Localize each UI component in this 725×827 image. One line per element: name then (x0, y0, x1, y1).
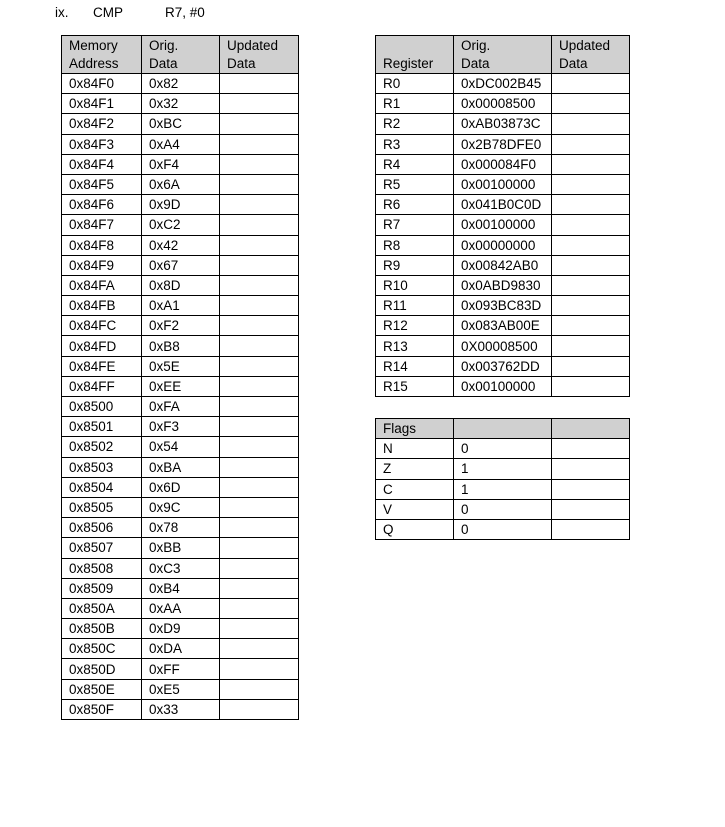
memory-row-updated-cell (220, 619, 299, 639)
register-row (376, 316, 630, 336)
register-row-orig-cell: 0x00100000 (454, 215, 552, 235)
register-row-name-cell: R11 (376, 296, 454, 316)
register-row-orig-cell: 0x00000000 (454, 235, 552, 255)
register-row-name-cell: R2 (376, 114, 454, 134)
register-row-updated-cell (552, 235, 630, 255)
memory-row-updated-cell (220, 356, 299, 376)
memory-row-updated-cell (220, 296, 299, 316)
memory-row-updated-cell (220, 74, 299, 94)
memory-row-orig-cell: 0x6D (142, 477, 220, 497)
memory-row (62, 457, 299, 477)
memory-row-updated-cell (220, 235, 299, 255)
flag-row-updated-cell (552, 519, 630, 539)
memory-row-addr-cell: 0x850E (62, 679, 142, 699)
flags-header-blank (454, 419, 552, 439)
memory-row-updated-cell (220, 134, 299, 154)
memory-row-updated-cell (220, 397, 299, 417)
memory-row-addr-cell: 0x8509 (62, 578, 142, 598)
instruction-number: ix. (55, 5, 69, 20)
register-row-name-cell: R14 (376, 356, 454, 376)
memory-table (61, 35, 299, 720)
memory-row-addr-cell: 0x84FD (62, 336, 142, 356)
register-row-updated-cell (552, 275, 630, 295)
memory-row-updated-cell (220, 376, 299, 396)
memory-row-orig-cell: 0xF4 (142, 154, 220, 174)
memory-row-addr-cell: 0x84F0 (62, 74, 142, 94)
memory-row-addr-cell: 0x8507 (62, 538, 142, 558)
memory-row-updated-cell (220, 578, 299, 598)
flag-row-name-cell: V (376, 499, 454, 519)
memory-row-addr-cell: 0x84FA (62, 275, 142, 295)
memory-table-header (62, 36, 299, 74)
memory-row-updated-cell (220, 538, 299, 558)
memory-row-updated-cell (220, 174, 299, 194)
register-row-name-cell: R6 (376, 195, 454, 215)
register-row-updated-cell (552, 114, 630, 134)
memory-row-orig-cell: 0x32 (142, 94, 220, 114)
memory-row-orig-cell: 0x6A (142, 174, 220, 194)
memory-row-orig-cell: 0xFF (142, 659, 220, 679)
memory-row-addr-cell: 0x84F1 (62, 94, 142, 114)
register-row-orig-cell: 0x041B0C0D (454, 195, 552, 215)
memory-row (62, 94, 299, 114)
instruction-operands: R7, #0 (165, 5, 205, 20)
register-table (375, 35, 630, 397)
flag-row-name-cell: Z (376, 459, 454, 479)
memory-row (62, 275, 299, 295)
memory-row-orig-cell: 0xF3 (142, 417, 220, 437)
memory-row (62, 477, 299, 497)
memory-row (62, 417, 299, 437)
memory-row-updated-cell (220, 336, 299, 356)
memory-row-orig-cell: 0x9C (142, 497, 220, 517)
instruction-opcode: CMP (93, 5, 123, 20)
memory-row-addr-cell: 0x8503 (62, 457, 142, 477)
memory-row-orig-cell: 0xC3 (142, 558, 220, 578)
memory-row-updated-cell (220, 316, 299, 336)
memory-row (62, 659, 299, 679)
memory-row-orig-cell: 0x5E (142, 356, 220, 376)
memory-row-orig-cell: 0xBC (142, 114, 220, 134)
register-row-name-cell: R10 (376, 275, 454, 295)
register-row-updated-cell (552, 94, 630, 114)
register-row (376, 134, 630, 154)
memory-row-orig-cell: 0x67 (142, 255, 220, 275)
memory-row (62, 195, 299, 215)
register-row (376, 275, 630, 295)
memory-row (62, 699, 299, 719)
memory-row-orig-cell: 0x78 (142, 518, 220, 538)
flag-row-orig-cell: 0 (454, 499, 552, 519)
memory-row (62, 174, 299, 194)
register-row (376, 255, 630, 275)
register-row (376, 195, 630, 215)
memory-row (62, 497, 299, 517)
memory-row-updated-cell (220, 457, 299, 477)
memory-row-updated-cell (220, 154, 299, 174)
memory-row (62, 235, 299, 255)
memory-row-addr-cell: 0x84FF (62, 376, 142, 396)
memory-row-orig-cell: 0x82 (142, 74, 220, 94)
flag-row-updated-cell (552, 479, 630, 499)
flags-table-header (376, 419, 630, 439)
memory-row-addr-cell: 0x850D (62, 659, 142, 679)
register-row-name-cell: R7 (376, 215, 454, 235)
register-orig-data-header: Orig. Data (454, 36, 552, 74)
memory-row-orig-cell: 0x9D (142, 195, 220, 215)
memory-row (62, 154, 299, 174)
register-row-updated-cell (552, 154, 630, 174)
memory-row (62, 538, 299, 558)
register-row-orig-cell: 0x083AB00E (454, 316, 552, 336)
register-row-orig-cell: 0X00008500 (454, 336, 552, 356)
memory-row-orig-cell: 0xE5 (142, 679, 220, 699)
register-row-name-cell: R5 (376, 174, 454, 194)
flag-row-orig-cell: 0 (454, 439, 552, 459)
memory-row-addr-cell: 0x84F5 (62, 174, 142, 194)
flag-row-orig-cell: 1 (454, 459, 552, 479)
register-row-orig-cell: 0x0ABD9830 (454, 275, 552, 295)
memory-row-addr-cell: 0x8502 (62, 437, 142, 457)
register-row-name-cell: R1 (376, 94, 454, 114)
register-row-updated-cell (552, 376, 630, 396)
memory-row-updated-cell (220, 558, 299, 578)
memory-row (62, 578, 299, 598)
register-row-updated-cell (552, 74, 630, 94)
memory-row-orig-cell: 0xDA (142, 639, 220, 659)
register-row-updated-cell (552, 356, 630, 376)
memory-row-addr-cell: 0x850B (62, 619, 142, 639)
memory-row-orig-cell: 0x54 (142, 437, 220, 457)
flag-row-updated-cell (552, 459, 630, 479)
register-row (376, 174, 630, 194)
flag-row (376, 479, 630, 499)
flag-row-name-cell: Q (376, 519, 454, 539)
flag-row-orig-cell: 1 (454, 479, 552, 499)
memory-row (62, 518, 299, 538)
memory-row-orig-cell: 0xFA (142, 397, 220, 417)
register-row-orig-cell: 0x00008500 (454, 94, 552, 114)
register-row (376, 74, 630, 94)
memory-row-updated-cell (220, 679, 299, 699)
memory-row-updated-cell (220, 477, 299, 497)
register-row (376, 114, 630, 134)
memory-row-updated-cell (220, 114, 299, 134)
flag-row-updated-cell (552, 499, 630, 519)
register-row-orig-cell: 0x00100000 (454, 174, 552, 194)
register-row-updated-cell (552, 316, 630, 336)
register-row-orig-cell: 0x00842AB0 (454, 255, 552, 275)
register-row-updated-cell (552, 195, 630, 215)
flag-row (376, 439, 630, 459)
register-name-header: Register (376, 36, 454, 74)
memory-row-addr-cell: 0x8500 (62, 397, 142, 417)
memory-row-updated-cell (220, 639, 299, 659)
memory-row-addr-cell: 0x8504 (62, 477, 142, 497)
register-row (376, 336, 630, 356)
memory-row (62, 296, 299, 316)
memory-row-updated-cell (220, 699, 299, 719)
memory-row-addr-cell: 0x84F3 (62, 134, 142, 154)
register-table-header (376, 36, 630, 74)
memory-row-orig-cell: 0xD9 (142, 619, 220, 639)
memory-row-updated-cell (220, 598, 299, 618)
flag-row-orig-cell: 0 (454, 519, 552, 539)
register-row (376, 356, 630, 376)
register-row (376, 154, 630, 174)
memory-row (62, 134, 299, 154)
memory-row-addr-cell: 0x84FE (62, 356, 142, 376)
memory-row-updated-cell (220, 518, 299, 538)
register-row-updated-cell (552, 255, 630, 275)
register-row-orig-cell: 0x000084F0 (454, 154, 552, 174)
memory-row-addr-cell: 0x8506 (62, 518, 142, 538)
memory-row-addr-cell: 0x850F (62, 699, 142, 719)
memory-row-updated-cell (220, 255, 299, 275)
memory-row (62, 215, 299, 235)
memory-row (62, 255, 299, 275)
register-updated-data-header: Updated Data (552, 36, 630, 74)
register-row-updated-cell (552, 296, 630, 316)
memory-row (62, 558, 299, 578)
memory-row (62, 397, 299, 417)
memory-row-orig-cell: 0xEE (142, 376, 220, 396)
memory-row-orig-cell: 0xA4 (142, 134, 220, 154)
register-row (376, 94, 630, 114)
register-row-orig-cell: 0xAB03873C (454, 114, 552, 134)
memory-row-orig-cell: 0xBA (142, 457, 220, 477)
memory-row-updated-cell (220, 195, 299, 215)
memory-row-addr-cell: 0x84FB (62, 296, 142, 316)
memory-row (62, 598, 299, 618)
memory-row (62, 376, 299, 396)
register-row (376, 235, 630, 255)
flag-row-name-cell: C (376, 479, 454, 499)
memory-row-orig-cell: 0xAA (142, 598, 220, 618)
memory-row-orig-cell: 0xB8 (142, 336, 220, 356)
memory-row-addr-cell: 0x84F9 (62, 255, 142, 275)
register-row-name-cell: R4 (376, 154, 454, 174)
memory-row (62, 437, 299, 457)
register-row-name-cell: R12 (376, 316, 454, 336)
memory-row-orig-cell: 0xA1 (142, 296, 220, 316)
register-row-name-cell: R3 (376, 134, 454, 154)
flags-header-blank (552, 419, 630, 439)
register-row-name-cell: R9 (376, 255, 454, 275)
memory-row (62, 316, 299, 336)
memory-row-addr-cell: 0x8505 (62, 497, 142, 517)
flag-row (376, 519, 630, 539)
register-row-name-cell: R8 (376, 235, 454, 255)
register-row-updated-cell (552, 336, 630, 356)
memory-row-updated-cell (220, 659, 299, 679)
flag-row-updated-cell (552, 439, 630, 459)
memory-row-orig-cell: 0xBB (142, 538, 220, 558)
memory-row (62, 639, 299, 659)
memory-row-updated-cell (220, 417, 299, 437)
memory-row-orig-cell: 0xF2 (142, 316, 220, 336)
memory-orig-data-header: Orig. Data (142, 36, 220, 74)
register-row-orig-cell: 0x00100000 (454, 376, 552, 396)
flag-row (376, 459, 630, 479)
register-row-orig-cell: 0x2B78DFE0 (454, 134, 552, 154)
memory-address-header: Memory Address (62, 36, 142, 74)
memory-row-orig-cell: 0x33 (142, 699, 220, 719)
register-row-updated-cell (552, 134, 630, 154)
register-row-name-cell: R15 (376, 376, 454, 396)
memory-row-updated-cell (220, 497, 299, 517)
register-row-orig-cell: 0x093BC83D (454, 296, 552, 316)
memory-row-addr-cell: 0x8501 (62, 417, 142, 437)
memory-row-updated-cell (220, 275, 299, 295)
memory-row (62, 74, 299, 94)
memory-row-orig-cell: 0x42 (142, 235, 220, 255)
flags-header: Flags (376, 419, 454, 439)
register-row-updated-cell (552, 215, 630, 235)
memory-row-addr-cell: 0x850A (62, 598, 142, 618)
register-row-name-cell: R13 (376, 336, 454, 356)
register-row (376, 376, 630, 396)
memory-row-orig-cell: 0xC2 (142, 215, 220, 235)
register-row (376, 215, 630, 235)
memory-row-addr-cell: 0x84F7 (62, 215, 142, 235)
memory-row-addr-cell: 0x84FC (62, 316, 142, 336)
memory-row-addr-cell: 0x84F6 (62, 195, 142, 215)
memory-row-updated-cell (220, 94, 299, 114)
memory-row-addr-cell: 0x8508 (62, 558, 142, 578)
memory-row-addr-cell: 0x84F2 (62, 114, 142, 134)
memory-row-addr-cell: 0x84F4 (62, 154, 142, 174)
memory-updated-data-header: Updated Data (220, 36, 299, 74)
memory-row (62, 114, 299, 134)
memory-row-addr-cell: 0x850C (62, 639, 142, 659)
memory-row-updated-cell (220, 215, 299, 235)
register-row-updated-cell (552, 174, 630, 194)
flags-table (375, 418, 630, 540)
flag-row (376, 499, 630, 519)
memory-row-addr-cell: 0x84F8 (62, 235, 142, 255)
register-row-orig-cell: 0xDC002B45 (454, 74, 552, 94)
memory-row (62, 356, 299, 376)
register-row (376, 296, 630, 316)
memory-row-orig-cell: 0x8D (142, 275, 220, 295)
register-row-orig-cell: 0x003762DD (454, 356, 552, 376)
flag-row-name-cell: N (376, 439, 454, 459)
memory-row-orig-cell: 0xB4 (142, 578, 220, 598)
memory-row (62, 679, 299, 699)
register-row-name-cell: R0 (376, 74, 454, 94)
memory-row (62, 619, 299, 639)
memory-row (62, 336, 299, 356)
memory-row-updated-cell (220, 437, 299, 457)
